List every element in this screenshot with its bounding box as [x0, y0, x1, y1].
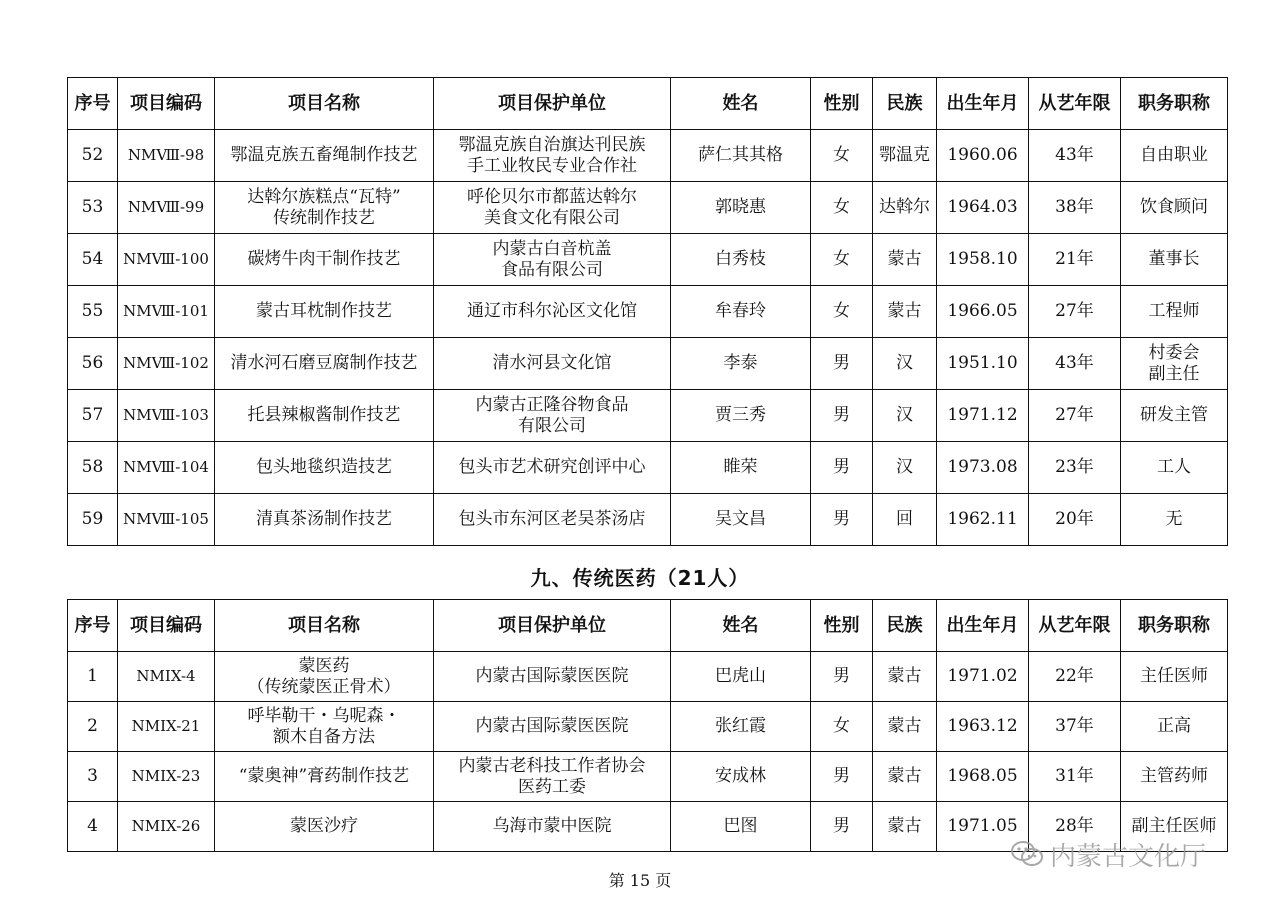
- cell-years: 28年: [1029, 802, 1121, 852]
- cell-unit-line: 乌海市蒙中医院: [492, 816, 612, 836]
- cell-person: 张红霞: [671, 702, 811, 752]
- wechat-icon: [1010, 839, 1044, 869]
- column-header: 民族: [873, 600, 937, 652]
- cell-unit-line: 医药工委: [518, 776, 586, 797]
- cell-name-line: 包头地毯织造技艺: [256, 457, 392, 477]
- column-header: 项目名称: [215, 78, 434, 130]
- cell-unit-line: 通辽市科尔沁区文化馆: [467, 301, 637, 321]
- cell-ethnic: 蒙古: [873, 702, 937, 752]
- cell-name-line: 清水河石磨豆腐制作技艺: [230, 353, 418, 373]
- cell-name: [215, 390, 434, 442]
- column-header: 出生年月: [937, 600, 1029, 652]
- column-header: 民族: [873, 78, 937, 130]
- cell-title-line: 饮食顾问: [1140, 197, 1208, 217]
- cell-unit: [434, 702, 671, 752]
- cell-name-line: 清真茶汤制作技艺: [256, 509, 392, 529]
- heritage-table-medicine: [67, 599, 1228, 852]
- column-header: 姓名: [671, 78, 811, 130]
- cell-no: 2: [68, 702, 118, 752]
- cell-person: 安成林: [671, 752, 811, 802]
- cell-born: 1951.10: [937, 338, 1029, 390]
- cell-ethnic: 回: [873, 494, 937, 546]
- cell-title-line: 副主任: [1148, 363, 1200, 384]
- table-row: [68, 702, 1228, 752]
- cell-name: [215, 338, 434, 390]
- cell-born: 1962.11: [937, 494, 1029, 546]
- cell-name: [215, 702, 434, 752]
- cell-code: NMⅧ-98: [118, 130, 215, 182]
- table-row: [68, 234, 1228, 286]
- table-body: [68, 130, 1228, 546]
- cell-years: 27年: [1029, 286, 1121, 338]
- cell-born: 1971.05: [937, 802, 1029, 852]
- cell-unit: [434, 182, 671, 234]
- cell-sex: 女: [811, 234, 873, 286]
- cell-title: [1121, 130, 1228, 182]
- cell-unit: [434, 752, 671, 802]
- cell-code: NMⅧ-105: [118, 494, 215, 546]
- cell-sex: 女: [811, 702, 873, 752]
- cell-no: 4: [68, 802, 118, 852]
- cell-born: 1973.08: [937, 442, 1029, 494]
- cell-unit: [434, 652, 671, 702]
- cell-ethnic: 达斡尔: [873, 182, 937, 234]
- cell-name-line: （传统蒙医正骨术）: [247, 676, 401, 697]
- column-header: 项目保护单位: [434, 600, 671, 652]
- cell-title: [1121, 652, 1228, 702]
- cell-code: NMIX-23: [118, 752, 215, 802]
- table-row: [68, 130, 1228, 182]
- cell-unit: [434, 338, 671, 390]
- cell-title: [1121, 338, 1228, 390]
- cell-no: 56: [68, 338, 118, 390]
- cell-person: 李泰: [671, 338, 811, 390]
- cell-title: [1121, 390, 1228, 442]
- cell-unit-line: 清水河县文化馆: [492, 353, 612, 373]
- cell-code: NMIX-26: [118, 802, 215, 852]
- column-header: 姓名: [671, 600, 811, 652]
- cell-person: 萨仁其其格: [671, 130, 811, 182]
- cell-name-line: 蒙古耳枕制作技艺: [256, 301, 392, 321]
- cell-person: 巴图: [671, 802, 811, 852]
- cell-title-line: 主管药师: [1140, 766, 1208, 786]
- cell-title: [1121, 494, 1228, 546]
- cell-unit: [434, 442, 671, 494]
- column-header: 序号: [68, 78, 118, 130]
- table-row: [68, 652, 1228, 702]
- cell-unit: [434, 390, 671, 442]
- cell-ethnic: 汉: [873, 442, 937, 494]
- cell-name: [215, 234, 434, 286]
- cell-title-line: 研发主管: [1140, 405, 1208, 425]
- cell-no: 54: [68, 234, 118, 286]
- cell-sex: 男: [811, 652, 873, 702]
- cell-ethnic: 蒙古: [873, 802, 937, 852]
- column-header: 项目编码: [118, 78, 215, 130]
- column-header: 从艺年限: [1029, 78, 1121, 130]
- cell-name-line: 额木自备方法: [273, 726, 375, 747]
- cell-years: 27年: [1029, 390, 1121, 442]
- column-header: 职务职称: [1121, 78, 1228, 130]
- cell-born: 1958.10: [937, 234, 1029, 286]
- cell-no: 59: [68, 494, 118, 546]
- cell-code: NMⅧ-103: [118, 390, 215, 442]
- cell-unit-line: 内蒙古老科技工作者协会: [458, 755, 646, 776]
- section-title: 九、传统医药（21人）: [530, 566, 750, 590]
- cell-born: 1960.06: [937, 130, 1029, 182]
- cell-code: NMIX-4: [118, 652, 215, 702]
- cell-years: 23年: [1029, 442, 1121, 494]
- cell-unit-line: 有限公司: [518, 415, 586, 436]
- cell-name-line: 鄂温克族五畜绳制作技艺: [230, 145, 418, 165]
- cell-name: [215, 752, 434, 802]
- cell-no: 3: [68, 752, 118, 802]
- cell-sex: 男: [811, 390, 873, 442]
- cell-no: 52: [68, 130, 118, 182]
- cell-person: 白秀枝: [671, 234, 811, 286]
- cell-years: 20年: [1029, 494, 1121, 546]
- cell-title-line: 董事长: [1148, 249, 1200, 269]
- cell-title-line: 主任医师: [1140, 666, 1208, 686]
- cell-title: [1121, 182, 1228, 234]
- cell-unit-line: 内蒙古正隆谷物食品: [475, 394, 629, 415]
- cell-name-line: 传统制作技艺: [273, 207, 375, 228]
- cell-name-line: 蒙医沙疗: [290, 816, 358, 836]
- cell-person: 贾三秀: [671, 390, 811, 442]
- cell-unit-line: 手工业牧民专业合作社: [467, 155, 637, 176]
- cell-name: [215, 442, 434, 494]
- cell-person: 吴文昌: [671, 494, 811, 546]
- table-row: [68, 752, 1228, 802]
- table-body: [68, 652, 1228, 852]
- cell-code: NMⅧ-102: [118, 338, 215, 390]
- cell-sex: 男: [811, 752, 873, 802]
- cell-name-line: 蒙医药: [298, 655, 350, 676]
- cell-name: [215, 652, 434, 702]
- column-header: 从艺年限: [1029, 600, 1121, 652]
- cell-no: 53: [68, 182, 118, 234]
- cell-no: 55: [68, 286, 118, 338]
- cell-name-line: “蒙奥神”膏药制作技艺: [238, 766, 410, 786]
- cell-unit-line: 呼伦贝尔市都蓝达斡尔: [467, 186, 637, 207]
- cell-person: 巴虎山: [671, 652, 811, 702]
- column-header: 项目保护单位: [434, 78, 671, 130]
- cell-sex: 男: [811, 338, 873, 390]
- cell-name: [215, 286, 434, 338]
- cell-unit-line: 美食文化有限公司: [484, 207, 620, 228]
- cell-born: 1963.12: [937, 702, 1029, 752]
- column-header: 性别: [811, 600, 873, 652]
- cell-no: 57: [68, 390, 118, 442]
- cell-ethnic: 蒙古: [873, 286, 937, 338]
- cell-ethnic: 蒙古: [873, 752, 937, 802]
- cell-unit: [434, 494, 671, 546]
- cell-name-line: 托县辣椒酱制作技艺: [247, 405, 401, 425]
- cell-born: 1964.03: [937, 182, 1029, 234]
- cell-ethnic: 汉: [873, 338, 937, 390]
- cell-sex: 女: [811, 182, 873, 234]
- cell-sex: 女: [811, 286, 873, 338]
- table-row: [68, 494, 1228, 546]
- cell-title: [1121, 234, 1228, 286]
- cell-years: 21年: [1029, 234, 1121, 286]
- cell-code: NMⅧ-101: [118, 286, 215, 338]
- cell-years: 22年: [1029, 652, 1121, 702]
- cell-years: 38年: [1029, 182, 1121, 234]
- cell-years: 43年: [1029, 338, 1121, 390]
- cell-name-line: 呼毕勒干・乌呢森・: [247, 705, 401, 726]
- cell-unit-line: 食品有限公司: [501, 259, 603, 280]
- cell-unit: [434, 802, 671, 852]
- cell-unit-line: 包头市艺术研究创评中心: [458, 457, 646, 477]
- cell-sex: 男: [811, 494, 873, 546]
- cell-ethnic: 蒙古: [873, 652, 937, 702]
- cell-title: [1121, 286, 1228, 338]
- cell-title-line: 村委会: [1148, 342, 1200, 363]
- cell-name-line: 达斡尔族糕点“瓦特”: [247, 186, 401, 207]
- cell-title: [1121, 752, 1228, 802]
- cell-title-line: 正高: [1157, 716, 1191, 736]
- cell-code: NMIX-21: [118, 702, 215, 752]
- column-header: 职务职称: [1121, 600, 1228, 652]
- cell-years: 31年: [1029, 752, 1121, 802]
- cell-title: [1121, 702, 1228, 752]
- cell-title-line: 副主任医师: [1131, 816, 1217, 836]
- table-row: [68, 182, 1228, 234]
- heritage-table-crafts: [67, 77, 1228, 546]
- column-header: 项目编码: [118, 600, 215, 652]
- cell-person: 睢荣: [671, 442, 811, 494]
- cell-unit: [434, 234, 671, 286]
- cell-title-line: 无: [1165, 509, 1183, 529]
- column-header: 性别: [811, 78, 873, 130]
- cell-name: [215, 494, 434, 546]
- watermark-text: 内蒙古文化厅: [1050, 841, 1207, 872]
- page-number: 第 15 页: [608, 871, 672, 890]
- cell-unit: [434, 130, 671, 182]
- cell-unit-line: 内蒙古国际蒙医医院: [475, 716, 629, 736]
- watermark: [1010, 834, 1206, 874]
- cell-born: 1966.05: [937, 286, 1029, 338]
- cell-no: 58: [68, 442, 118, 494]
- cell-name: [215, 182, 434, 234]
- column-header: 序号: [68, 600, 118, 652]
- column-header: 出生年月: [937, 78, 1029, 130]
- cell-unit: [434, 286, 671, 338]
- column-header: 项目名称: [215, 600, 434, 652]
- cell-born: 1971.12: [937, 390, 1029, 442]
- table-row: [68, 338, 1228, 390]
- cell-ethnic: 汉: [873, 390, 937, 442]
- cell-sex: 男: [811, 442, 873, 494]
- cell-unit-line: 内蒙古国际蒙医医院: [475, 666, 629, 686]
- table-row: [68, 442, 1228, 494]
- cell-unit-line: 包头市东河区老吴茶汤店: [458, 509, 646, 529]
- cell-born: 1968.05: [937, 752, 1029, 802]
- cell-title-line: 自由职业: [1140, 145, 1208, 165]
- cell-title-line: 工人: [1157, 457, 1191, 477]
- cell-unit-line: 鄂温克族自治旗达刊民族: [458, 134, 646, 155]
- cell-person: 郭晓惠: [671, 182, 811, 234]
- cell-name: [215, 802, 434, 852]
- cell-code: NMⅧ-104: [118, 442, 215, 494]
- cell-title-line: 工程师: [1148, 301, 1200, 321]
- cell-code: NMⅧ-99: [118, 182, 215, 234]
- cell-born: 1971.02: [937, 652, 1029, 702]
- cell-name-line: 碳烤牛肉干制作技艺: [247, 249, 401, 269]
- cell-title: [1121, 442, 1228, 494]
- table-header-row: [68, 78, 1228, 130]
- cell-unit-line: 内蒙古白音杭盖: [492, 238, 612, 259]
- cell-years: 43年: [1029, 130, 1121, 182]
- table-row: [68, 286, 1228, 338]
- cell-name: [215, 130, 434, 182]
- cell-person: 牟春玲: [671, 286, 811, 338]
- cell-sex: 男: [811, 802, 873, 852]
- cell-no: 1: [68, 652, 118, 702]
- cell-code: NMⅧ-100: [118, 234, 215, 286]
- cell-ethnic: 蒙古: [873, 234, 937, 286]
- cell-years: 37年: [1029, 702, 1121, 752]
- cell-sex: 女: [811, 130, 873, 182]
- table-row: [68, 390, 1228, 442]
- table-header-row: [68, 600, 1228, 652]
- cell-ethnic: 鄂温克: [873, 130, 937, 182]
